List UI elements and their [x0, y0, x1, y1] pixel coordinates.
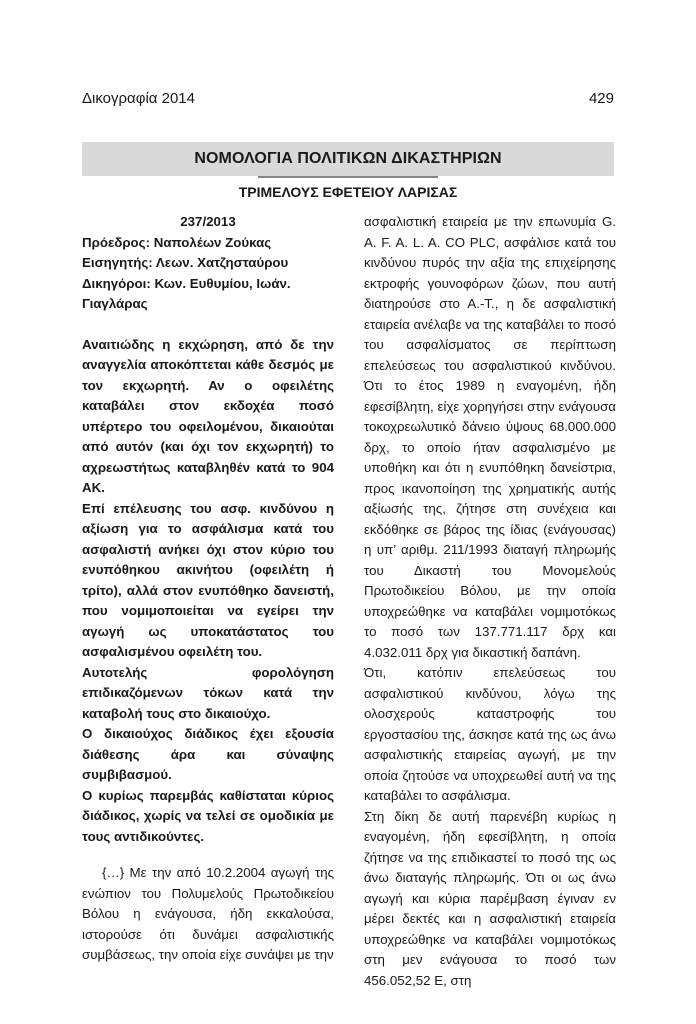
- holding-paragraph: Αυτοτελής φορολόγηση επιδικαζόμενων τόκων κατά την καταβολή τους στο δικαιούχο.: [82, 664, 334, 721]
- case-rapporteur: Εισηγητής: Λεων. Χατζησταύρου: [82, 255, 289, 270]
- holding-paragraph: Αναιτιώδης η εκχώρηση, από δε την αναγγελία αποκόπτεται κάθε δεσμός με τον εκχωρητή. Αν ο οφειλέτης καταβάλει στον εκδοχέα ποσό υπέρτερο του οφειλομένου, δικαιούται από αυτόν (και όχι τον εκχωρητή) το αχρεωστήτως καταβληθέν κατά το 904 ΑΚ.: [82, 336, 334, 495]
- holding-paragraph: Ο δικαιούχος διάδικος έχει εξουσία διάθεσης άρα και σύναψης συμβιβασμού.: [82, 726, 334, 782]
- running-header: [82, 90, 614, 107]
- case-lawyers: Δικηγόροι: Κων. Ευθυμίου, Ιωάν. Γιαγλάρας: [82, 275, 291, 311]
- holdings: [82, 335, 334, 848]
- left-column: [82, 212, 334, 966]
- section-title: ΝΟΜΟΛΟΓΙΑ ΠΟΛΙΤΙΚΩΝ ΔΙΚΑΣΤΗΡΙΩΝ: [194, 150, 502, 167]
- holding-paragraph: Επί επέλευσης του ασφ. κινδύνου η αξίωση για το ασφάλισμα κατά του ασφαλιστή ανήκει όχι στον κύριο του ενυπόθηκου ακινήτου (οφειλέτη ή τρίτο), αλλά στον ενυπόθηκο δανειστή, που νομιμοποιείται να εγείρει την αγωγή ως υποκατάστατος του ασφαλισμένου οφειλέτη του.: [82, 500, 334, 659]
- holding-paragraph: Ο κυρίως παρεμβάς καθίσταται κύριος διάδικος, χωρίς να τελεί σε ομοδικία με τους αντιδικούντες.: [82, 787, 334, 844]
- case-president: Πρόεδρος: Ναπολέων Ζούκας: [82, 234, 272, 250]
- body-paragraph: Ότι, κατόπιν επελεύσεως του ασφαλιστικού κινδύνου, λόγω της ολοσχερούς καταστροφής του εργοστασίου της, άσκησε κατά της ως άνω ασφαλιστικής εταιρείας αγωγή, με την οποία ζητούσε να υποχρεωθεί αυτή να της καταβάλει το ασφάλισμα.: [364, 665, 616, 803]
- section-title-banner: [82, 142, 614, 176]
- court-name: ΤΡΙΜΕΛΟΥΣ ΕΦΕΤΕΙΟΥ ΛΑΡΙΣΑΣ: [238, 184, 458, 200]
- body-paragraph: ασφαλιστική εταιρεία με την επωνυμία G. A. F. A. L. A. CO PLC, ασφάλισε κατά του κινδύνου πυρός την αξία της επιχείρησης εκτροφής γουνοφόρων ζώων, που αυτή διατηρούσε στο Α.-Τ., η δε ασφαλιστική εταιρεία ανέλαβε να της καταβάλει το ποσό του ασφαλίσματος σε περίπτωση επελεύσεως του ασφαλιστικού κινδύνου. Ότι το έτος 1989 η εναγομένη, ήδη εφεσίβλητη, είχε χορηγήσει στην ενάγουσα τοκοχρεωλυτικό δάνειο ύψους 68.000.000 δρχ, το οποίο ήταν ασφαλισμένο με υποθήκη και ότι η ενυπόθηκη δανείστρια, προς ικανοποίηση της χρηματικής αυτής αξίωσής της, ζήτησε στη συνέχεια και εκδόθηκε σε βάρος της ίδιας (ενάγουσας) η υπ’ αριθμ. 211/1993 διαταγή πληρωμής του Δικαστή του Μονομελούς Πρωτοδικείου Βόλου, με την οποία υποχρεώθηκε να καταβάλει νομιμοτόκως το ποσό των 137.771.117 δρχ και 4.032.011 δρχ για δικαστική δαπάνη.: [364, 214, 616, 660]
- title-underline: [258, 176, 438, 178]
- body-paragraph: Στη δίκη δε αυτή παρενέβη κυρίως η εναγομένη, ήδη εφεσίβλητη, η οποία ζήτησε να της επιδικαστεί το ποσό της ως άνω διαταγής πληρωμής. Ότι οι ως άνω αγωγή και κύρια παρέμβαση έγιναν εν μέρει δεκτές και η ασφαλιστική εταιρεία υποχρεώθηκε να καταβάλει νομιμοτόκως στη μεν ενάγουσα το ποσό των 456.052,52 Ε, στη: [364, 808, 616, 988]
- right-column: [364, 212, 616, 991]
- body-text-left: {…} Με την από 10.2.2004 αγωγή της ενώπιον του Πολυμελούς Πρωτοδικείου Βόλου η ενάγουσα, ήδη εκκαλούσα, ιστορούσε ότι δυνάμει ασφαλιστικής συμβάσεως, την οποία είχε συνάψει με την: [82, 865, 334, 962]
- case-number: 237/2013: [180, 214, 236, 229]
- journal-title: Δικογραφία 2014: [82, 90, 195, 107]
- page-number: 429: [588, 90, 614, 107]
